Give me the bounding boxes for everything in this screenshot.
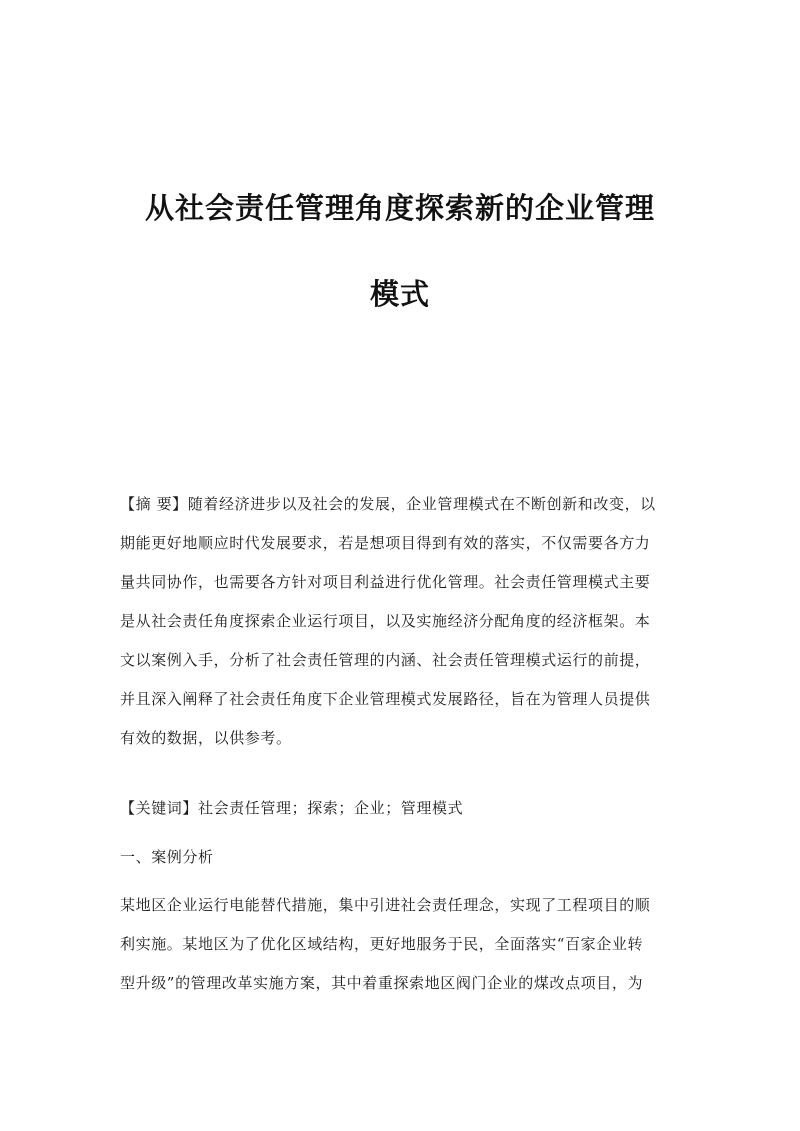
- keywords-text: 【关键词】社会责任管理；探索；企业；管理模式: [120, 799, 464, 817]
- abstract-line: 期能更好地顺应时代发展要求，若是想项目得到有效的落实，不仅需要各方力: [120, 534, 651, 552]
- case-line: 某地区企业运行电能替代措施，集中引进社会责任理念，实现了工程项目的顺: [120, 896, 651, 914]
- abstract-line: 并且深入阐释了社会责任角度下企业管理模式发展路径，旨在为管理人员提供: [120, 690, 651, 708]
- document-title-line-1: 从社会责任管理角度探索新的企业管理: [144, 191, 655, 225]
- abstract-paragraph: [120, 485, 680, 758]
- case-line: 型升级”的管理改革实施方案，其中着重探索地区阀门企业的煤改点项目，为: [120, 974, 644, 992]
- abstract-line: 是从社会责任角度探索企业运行项目，以及实施经济分配角度的经济框架。本: [120, 612, 651, 630]
- section-heading-text: 一、案例分析: [120, 848, 214, 866]
- keywords-line: [120, 789, 680, 828]
- case-analysis-paragraph: [120, 886, 680, 1003]
- abstract-line: 量共同协作，也需要各方针对项目利益进行优化管理。社会责任管理模式主要: [120, 573, 651, 591]
- document-title-line-2: 模式: [369, 277, 430, 311]
- abstract-line: 有效的数据，以供参考。: [120, 729, 292, 747]
- section-heading: [120, 838, 680, 877]
- abstract-line: 文以案例入手，分析了社会责任管理的内涵、社会责任管理模式运行的前提，: [120, 651, 651, 669]
- abstract-line: 【摘 要】随着经济进步以及社会的发展，企业管理模式在不断创新和改变，以: [120, 495, 656, 513]
- case-line: 利实施。某地区为了优化区域结构，更好地服务于民，全面落实“百家企业转: [120, 935, 644, 953]
